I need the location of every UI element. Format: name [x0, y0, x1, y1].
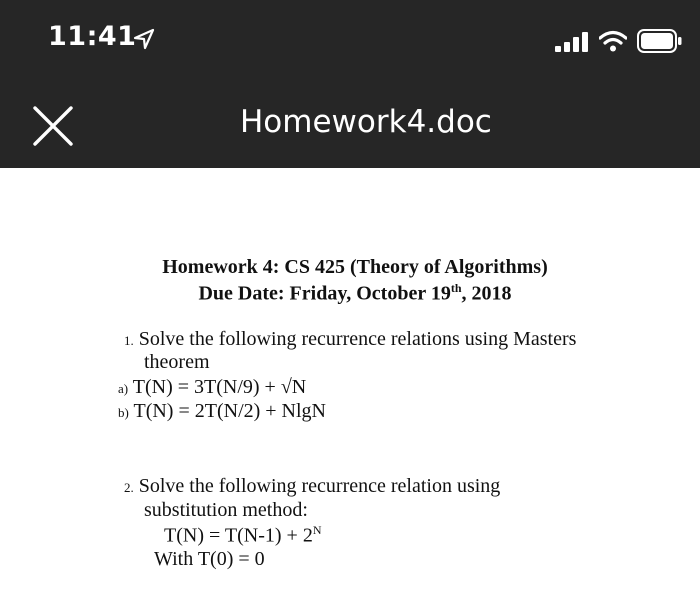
question-2-line-2: substitution method:: [144, 499, 308, 521]
question-1a: [118, 376, 306, 399]
location-arrow-icon: [133, 28, 155, 50]
question-2-exponent: N: [312, 523, 322, 537]
question-2-number: 2.: [124, 480, 134, 495]
question-2-line-1: [124, 475, 500, 498]
due-date-text: Due Date: Friday, October 19: [198, 282, 451, 305]
cellular-signal-icon: [555, 32, 589, 52]
due-date-year: , 2018: [461, 282, 512, 305]
battery-icon: [637, 29, 683, 53]
homework-heading: Homework 4: CS 425 (Theory of Algorithms): [162, 256, 548, 278]
question-1b: [118, 400, 326, 423]
due-date: [5, 281, 700, 306]
document-title: Homework4.doc: [240, 104, 492, 140]
question-1b-label: b): [118, 405, 129, 420]
question-1-line-2: theorem: [144, 351, 210, 373]
question-1a-equation: T(N) = 3T(N/9) + √N: [132, 376, 307, 398]
question-1-text: Solve the following recurrence relations using Masters: [138, 328, 577, 350]
question-2-initial-condition: With T(0) = 0: [154, 548, 265, 570]
wifi-icon: [599, 30, 627, 52]
question-1a-label: a): [118, 381, 129, 396]
question-2-equation: [164, 523, 322, 548]
close-icon[interactable]: [30, 103, 76, 149]
question-1-line-1: [124, 328, 576, 351]
app-header: [0, 0, 700, 168]
question-1b-equation: T(N) = 2T(N/2) + NlgN: [133, 400, 327, 422]
status-time: 11:41: [48, 21, 137, 52]
question-1-number: 1.: [124, 333, 134, 348]
question-2-text: Solve the following recurrence relation using: [138, 475, 501, 497]
due-date-ordinal: th: [450, 281, 462, 295]
document-viewer[interactable]: [0, 168, 700, 592]
question-2-equation-text: T(N) = T(N-1) + 2: [164, 524, 313, 547]
